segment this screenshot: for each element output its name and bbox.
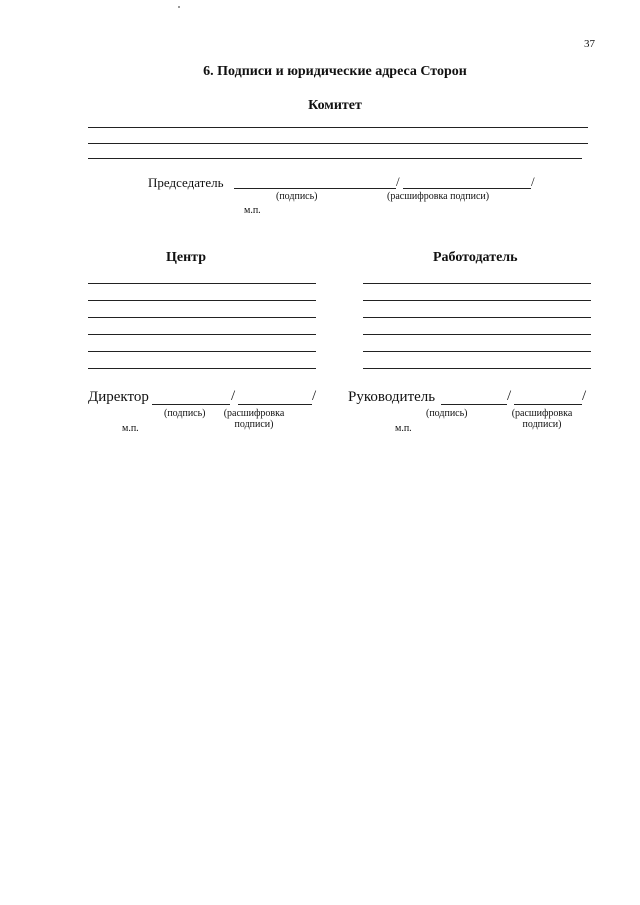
committee-address-line <box>88 143 588 144</box>
employer-title: Работодатель <box>433 250 518 265</box>
slash: / <box>507 388 512 404</box>
employer-signature-caption: (подпись) <box>426 408 468 419</box>
slash: / <box>531 174 535 189</box>
employer-address-line <box>363 334 591 335</box>
page-mark <box>178 6 180 8</box>
center-transcript-blank[interactable] <box>238 404 312 405</box>
center-address-line <box>88 351 316 352</box>
committee-address-line <box>88 127 588 128</box>
slash: / <box>231 388 236 404</box>
employer-signer-label: Руководитель <box>348 389 436 405</box>
employer-address-line <box>363 317 591 318</box>
center-address-line <box>88 283 316 284</box>
employer-seal-label: м.п. <box>395 423 412 434</box>
center-address-line <box>88 317 316 318</box>
employer-transcript-caption: (расшифровка подписи) <box>511 408 573 430</box>
employer-address-line <box>363 351 591 352</box>
center-address-line <box>88 300 316 301</box>
employer-transcript-blank[interactable] <box>514 404 582 405</box>
section-title: 6. Подписи и юридические адреса Сторон <box>203 64 467 79</box>
committee-title: Комитет <box>308 98 362 113</box>
center-title: Центр <box>166 250 207 265</box>
slash: / <box>312 388 317 404</box>
center-address-line <box>88 334 316 335</box>
center-transcript-caption: (расшифровка подписи) <box>223 408 285 430</box>
committee-address-line <box>88 158 582 159</box>
employer-signature-blank[interactable] <box>441 404 507 405</box>
center-seal-label: м.п. <box>122 423 139 434</box>
committee-signer-label: Председатель <box>148 175 224 190</box>
center-signature-caption: (подпись) <box>164 408 206 419</box>
employer-address-line <box>363 283 591 284</box>
employer-address-line <box>363 368 591 369</box>
committee-signature-blank[interactable] <box>234 188 396 189</box>
committee-signature-caption: (подпись) <box>276 191 318 202</box>
committee-seal-label: м.п. <box>244 205 261 216</box>
page-number: 37 <box>584 38 595 50</box>
center-address-line <box>88 368 316 369</box>
slash: / <box>582 388 587 404</box>
slash: / <box>396 174 400 189</box>
center-signer-label: Директор <box>88 389 149 405</box>
employer-address-line <box>363 300 591 301</box>
committee-transcript-caption: (расшифровка подписи) <box>387 191 490 202</box>
committee-transcript-blank[interactable] <box>403 188 531 189</box>
center-signature-blank[interactable] <box>152 404 230 405</box>
